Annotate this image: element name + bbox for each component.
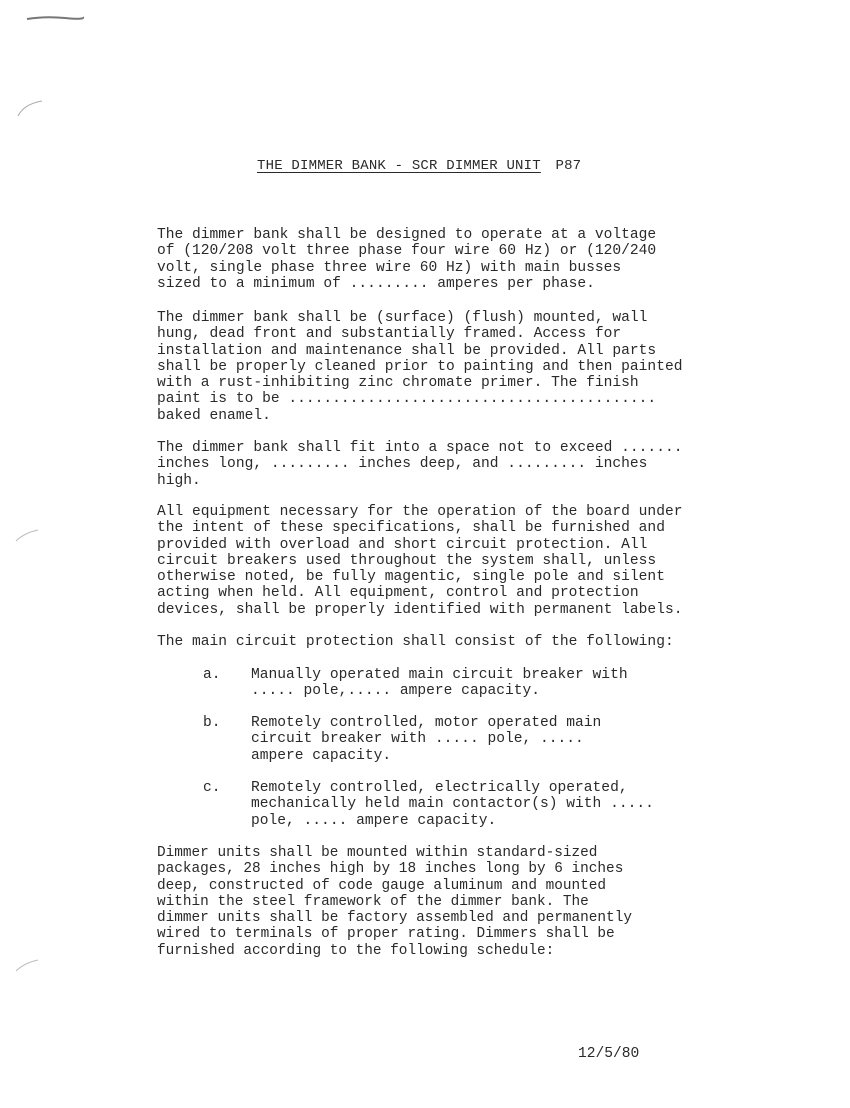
- list-marker-b: b.: [203, 715, 221, 731]
- hole-punch-mark: [14, 525, 44, 545]
- list-item-c: Remotely controlled, electrically operated, mechanically held main contactor(s) with ..... pole, ..... ampere capacity.: [251, 780, 654, 829]
- page-label: P87: [555, 158, 582, 174]
- list-marker-a: a.: [203, 667, 221, 683]
- paragraph-voltage: The dimmer bank shall be designed to operate at a voltage of (120/208 volt three phase four wire 60 Hz) or (120/240 volt, single phase three wire 60 Hz) with main busses sized to a minimum of ......... amperes per phase.: [157, 227, 657, 292]
- paragraph-equipment: All equipment necessary for the operation of the board under the intent of these specifications, shall be furnished and provided with overload and short circuit protection. All circuit breakers used throughout the system shall, unless otherwise noted, be fully magentic, single pole and silent acting when held. All equipment, control and protection devices, shall be properly identified with permanent labels.: [157, 504, 683, 618]
- page-title: [257, 158, 581, 174]
- document-date: 12/5/80: [578, 1046, 640, 1062]
- paragraph-mounting: The dimmer bank shall be (surface) (flush) mounted, wall hung, dead front and substantially framed. Access for installation and maintenance shall be provided. All parts shall be properly cleaned prior to painting and then painted with a rust-inhibiting zinc chromate primer. The finish paint is to be .......................................... baked enamel.: [157, 310, 683, 424]
- paragraph-protection-intro: The main circuit protection shall consist of the following:: [157, 634, 674, 650]
- list-marker-c: c.: [203, 780, 221, 796]
- paragraph-dimensions: The dimmer bank shall fit into a space not to exceed ....... inches long, ......... inches deep, and ......... inches high.: [157, 440, 683, 489]
- list-item-a: Manually operated main circuit breaker with ..... pole,..... ampere capacity.: [251, 667, 628, 700]
- list-item-b: Remotely controlled, motor operated main circuit breaker with ..... pole, ..... ampere capacity.: [251, 715, 602, 764]
- title-text: THE DIMMER BANK - SCR DIMMER UNIT: [257, 158, 541, 174]
- paragraph-dimmer-units: Dimmer units shall be mounted within standard-sized packages, 28 inches high by 18 inches long by 6 inches deep, constructed of code gauge aluminum and mounted within the steel framework of the dimmer bank. The dimmer units shall be factory assembled and permanently wired to terminals of proper rating. Dimmers shall be furnished according to the following schedule:: [157, 845, 632, 959]
- hole-punch-mark: [14, 955, 44, 975]
- hole-punch-mark: [16, 98, 46, 118]
- scan-smudge-mark: [25, 14, 85, 22]
